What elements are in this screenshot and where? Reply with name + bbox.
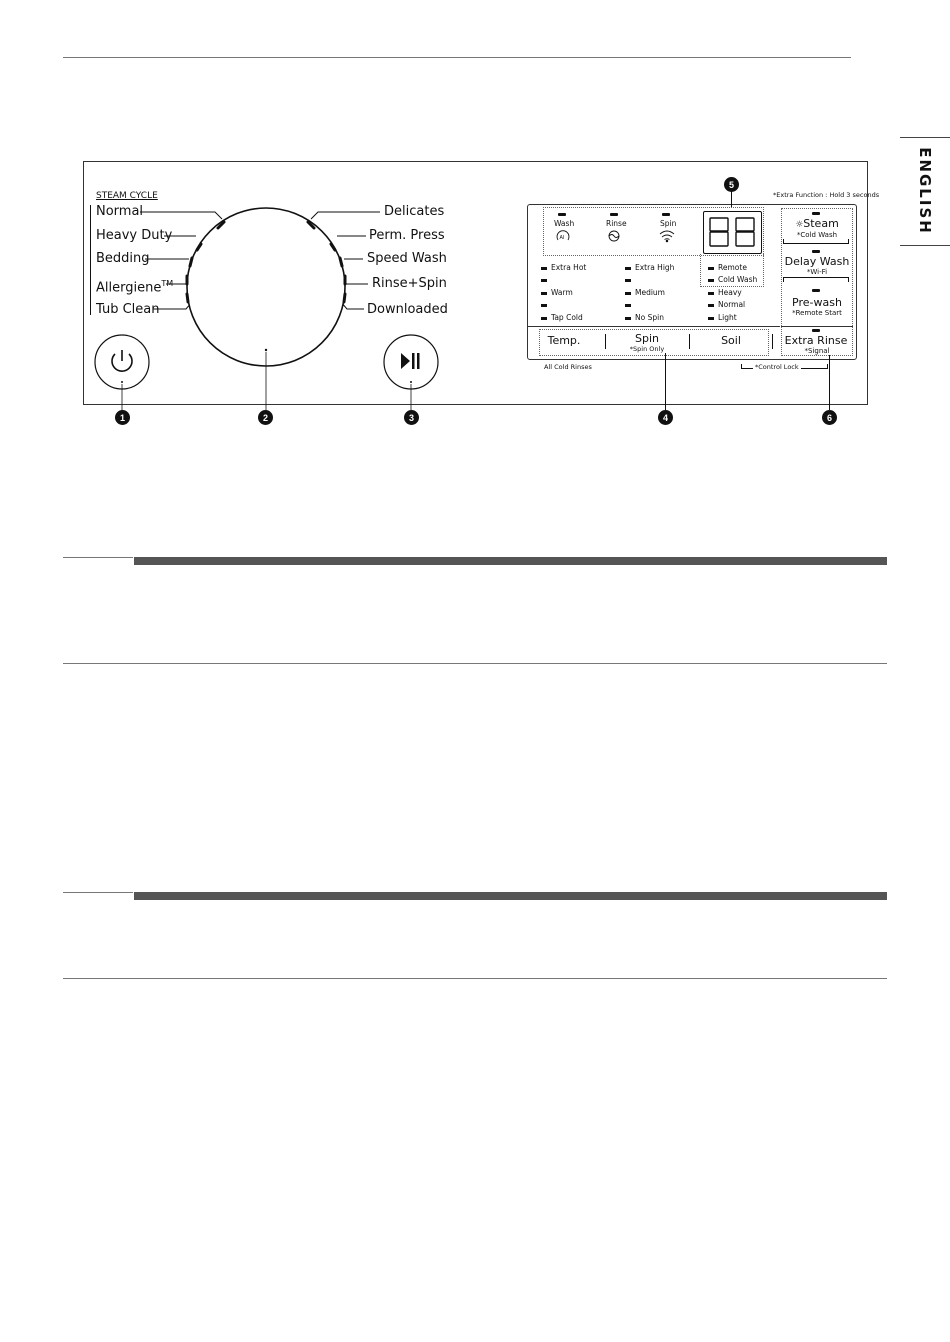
delay-wash-led — [812, 250, 820, 253]
extra-rinse-button[interactable]: Extra Rinse — [784, 334, 848, 347]
cycle-bedding: Bedding — [96, 251, 150, 266]
steam-button[interactable] — [782, 217, 852, 232]
cold-wash-option: Cold Wash — [708, 275, 757, 284]
selector-sep-3 — [772, 334, 773, 349]
cycle-allergiene-label: Allergiene — [96, 280, 162, 296]
selector-divider — [527, 326, 780, 327]
spin-option-medium: Medium — [625, 288, 665, 297]
cycle-tub-clean: Tub Clean — [96, 302, 160, 317]
steam-cycle-heading: STEAM CYCLE — [96, 191, 158, 201]
steam-sub-label: *Cold Wash — [796, 231, 838, 239]
callout-4: 4 — [658, 410, 673, 425]
temp-option-tap-cold: Tap Cold — [541, 313, 583, 322]
steam-led — [812, 212, 820, 215]
section-2-bottom-rule — [63, 978, 887, 979]
rinse-icon — [609, 231, 619, 241]
section-1-bottom-rule — [63, 663, 887, 664]
section-1-bar — [134, 557, 887, 565]
spin-button[interactable]: Spin — [635, 332, 659, 345]
wash-led — [558, 213, 566, 216]
cycle-normal: Normal — [96, 204, 144, 219]
callout-3: 3 — [404, 410, 419, 425]
rinse-status-label: Rinse — [606, 219, 627, 228]
delay-wash-sub-label: *Wi-Fi — [806, 268, 828, 276]
rinse-led — [610, 213, 618, 216]
delay-wash-bracket — [783, 277, 849, 282]
start-pause-button[interactable] — [384, 335, 438, 389]
spin-option-extra-high: Extra High — [625, 263, 674, 272]
callout-5: 5 — [724, 177, 739, 192]
callout-6-line — [829, 355, 830, 410]
spin-led — [662, 213, 670, 216]
wash-status-label: Wash — [554, 219, 575, 228]
soil-option-heavy: Heavy — [708, 288, 742, 297]
callout-5-line — [731, 191, 732, 207]
pre-wash-button[interactable]: Pre-wash — [792, 296, 842, 309]
remote-option: Remote — [708, 263, 747, 272]
cycle-perm-press: Perm. Press — [369, 228, 445, 243]
language-tab-label: ENGLISH — [916, 147, 935, 235]
section-2-bar — [134, 892, 887, 900]
callout-4-line — [665, 353, 666, 410]
status-icons — [550, 228, 680, 244]
power-button[interactable] — [95, 335, 149, 389]
section-2-left-rule — [63, 892, 133, 893]
control-lock-note: *Control Lock — [755, 363, 799, 371]
svg-text:AI: AI — [559, 235, 565, 241]
cycle-rinse-spin: Rinse+Spin — [372, 276, 447, 291]
cycle-downloaded: Downloaded — [367, 302, 448, 317]
extra-rinse-led — [812, 329, 820, 332]
selector-sep-1 — [605, 334, 606, 349]
callout-2: 2 — [258, 410, 273, 425]
cycle-speed-wash: Speed Wash — [367, 251, 447, 266]
temp-option-extra-hot: Extra Hot — [541, 263, 586, 272]
pre-wash-led — [812, 289, 820, 292]
spin-only-note: *Spin Only — [629, 345, 665, 353]
steam-icon: ☼ — [795, 220, 804, 230]
pre-wash-sub-label: *Remote Start — [792, 309, 842, 317]
cycle-selector-knob[interactable] — [187, 208, 345, 366]
section-1-left-rule — [63, 557, 133, 558]
all-cold-rinses-note: All Cold Rinses — [544, 363, 592, 371]
soil-button[interactable]: Soil — [721, 334, 741, 347]
soil-option-normal: Normal — [708, 300, 745, 309]
extra-function-note: *Extra Function : Hold 3 seconds — [773, 191, 880, 199]
wifi-icon — [660, 231, 674, 242]
trademark-mark: TM — [161, 279, 174, 288]
steam-bracket — [783, 239, 849, 244]
spin-status-label: Spin — [660, 219, 677, 228]
callout-1: 1 — [115, 410, 130, 425]
delay-wash-button[interactable]: Delay Wash — [784, 255, 850, 268]
temp-option-warm: Warm — [541, 288, 573, 297]
selector-sep-2 — [689, 334, 690, 349]
digit-display-segments — [704, 212, 761, 253]
cycle-delicates: Delicates — [384, 204, 445, 219]
digital-display — [703, 211, 762, 254]
temp-button[interactable]: Temp. — [547, 334, 581, 347]
soil-option-light: Light — [708, 313, 737, 322]
callout-6: 6 — [822, 410, 837, 425]
ai-wash-icon — [557, 231, 569, 241]
steam-button-label: Steam — [803, 217, 839, 230]
extra-rinse-divider — [781, 326, 853, 327]
extra-rinse-sub-label: *Signal — [804, 347, 830, 355]
spin-option-no-spin: No Spin — [625, 313, 664, 322]
cycle-heavy-duty: Heavy Duty — [96, 228, 173, 243]
